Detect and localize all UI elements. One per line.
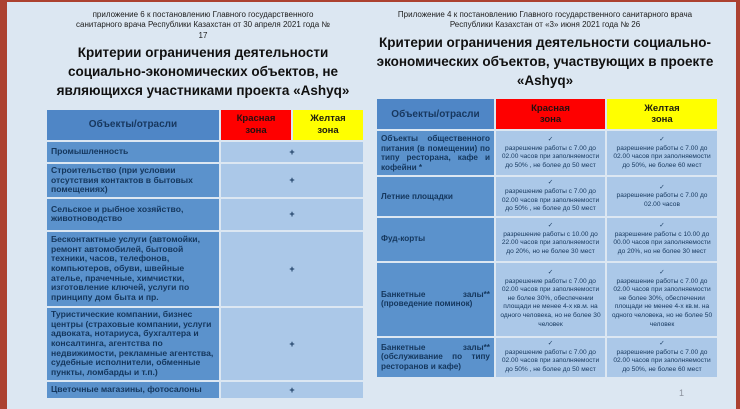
check-icon: ✓: [659, 269, 665, 277]
right-panel: [375, 8, 715, 400]
column-header-yellow-zone: Желтая зона: [607, 99, 717, 129]
yellow-zone-cell: ✓ разрешение работы с 10.00 до 00.00 часов при заполняемости до 20%, но не более 30 мест: [607, 218, 717, 261]
table-row: [47, 308, 363, 380]
row-label: Банкетные залы** (проведение поминок): [377, 263, 494, 336]
zone-value-cell: +: [221, 142, 363, 162]
zone-value-cell: +: [221, 308, 363, 380]
slide: [7, 2, 736, 400]
table-header-row: [377, 99, 717, 129]
table-row: [377, 338, 717, 377]
yellow-zone-cell: ✓ разрешение работы с 7.00 до 02.00 часов при заполняемости до 50%, не более 60 мест: [607, 131, 717, 175]
table-row: [47, 232, 363, 306]
check-icon: ✓: [547, 222, 554, 230]
table-row: [377, 263, 717, 336]
check-icon: ✓: [547, 269, 554, 277]
red-zone-cell: ✓ разрешение работы с 7.00 до 02.00 часов при заполняемости до 50% , не более до 50 мест: [496, 131, 605, 175]
row-label: Фуд-корты: [377, 218, 494, 261]
zone-value-cell: +: [221, 164, 363, 197]
table-row: [47, 382, 363, 398]
table-row: [377, 131, 717, 175]
check-icon: ✓: [659, 136, 665, 144]
row-label: Туристические компании, бизнес центры (страховые компании, услуги адвоката, нотариуса, бухгалтера и консалтинга, агентства по недвижимости, рекламные агентства, судебные исполнители, обменные пункты, ломбарды и т.п.): [47, 308, 219, 380]
check-icon: ✓: [547, 340, 554, 348]
yellow-zone-cell: ✓ разрешение работы с 7.00 до 02.00 часов при заполняемости не более 30%, обеспечении площади не менее 4-х кв.м. на одного человека, но не более 50 человек: [607, 263, 717, 336]
row-label: Промышленность: [47, 142, 219, 162]
column-header-red-zone: Красная зона: [221, 110, 291, 140]
column-header-yellow-zone: Желтая зона: [293, 110, 363, 140]
zone-value-cell: +: [221, 382, 363, 398]
right-criteria-table: [375, 97, 719, 378]
yellow-zone-cell: ✓ разрешение работы с 7.00 до 02.00 часов при заполняемости до 50%, не более 60 мест: [607, 338, 717, 377]
column-header-objects: Объекты/отрасли: [377, 99, 494, 129]
check-icon: ✓: [659, 340, 665, 348]
zone-value-cell: +: [221, 199, 363, 230]
table-row: [377, 218, 717, 261]
row-label: Бесконтактные услуги (автомойки, ремонт автомобилей, бытовой техники, часов, телефонов, компьютеров, обуви, швейные ателье, прачечные, химчистки, изготовление ключей, услуги по принципу дом быта и пр.: [47, 232, 219, 306]
table-row: [47, 142, 363, 162]
row-label: Объекты общественного питания (в помещении) по типу ресторана, кафе и кофейни *: [377, 131, 494, 175]
table-row: [377, 177, 717, 215]
red-zone-cell: ✓ разрешение работы с 7.00 до 02.00 часов при заполняемости не более 30%, обеспечении площади не менее 4-х кв.м. на одного человека, но не более 30 человек: [496, 263, 605, 336]
yellow-zone-cell: ✓ разрешение работы с 7.00 до 02.00 часов: [607, 177, 717, 215]
zone-value-cell: +: [221, 232, 363, 306]
column-header-red-zone: Красная зона: [496, 99, 605, 129]
red-zone-cell: ✓ разрешение работы с 10.00 до 22.00 часов при заполняемости до 20%, но не более 30 мест: [496, 218, 605, 261]
left-panel-title: Критерии ограничения деятельности социально-экономических объектов, не являющихся участниками проекта «Ashyq»: [56, 45, 350, 98]
right-panel-title: Критерии ограничения деятельности социально-экономических объектов, участвующих в проекте «Ashyq»: [376, 34, 714, 88]
page-number: 1: [678, 388, 684, 398]
table-row: [47, 199, 363, 230]
check-icon: ✓: [547, 179, 554, 187]
table-header-row: [47, 110, 363, 140]
table-row: [47, 164, 363, 197]
left-panel: [45, 8, 361, 400]
row-label: Строительство (при условии отсутствия контактов в бытовых помещениях): [47, 164, 219, 197]
right-legal-reference: Приложение 4 к постановлению Главного государственного санитарного врача Республики Казахстан от «3» июня 2021 года № 26: [397, 10, 693, 30]
red-zone-cell: ✓ разрешение работы с 7.00 до 02.00 часов при заполняемости до 50% , не более до 50 мест: [496, 177, 605, 215]
check-icon: ✓: [547, 136, 554, 144]
red-zone-cell: ✓ разрешение работы с 7.00 до 02.00 часов при заполняемости до 50% , не более до 50 мест: [496, 338, 605, 377]
left-criteria-table: [45, 108, 365, 400]
check-icon: ✓: [659, 183, 665, 191]
row-label: Сельское и рыбное хозяйство, животноводство: [47, 199, 219, 230]
row-label: Банкетные залы** (обслуживание по типу ресторанов и кафе): [377, 338, 494, 377]
row-label: Цветочные магазины, фотосалоны: [47, 382, 219, 398]
check-icon: ✓: [659, 222, 665, 230]
left-legal-reference: приложение 6 к постановлению Главного государственного санитарного врача Республики Казахстан от 30 апреля 2021 года № 17: [76, 10, 330, 40]
row-label: Летние площадки: [377, 177, 494, 215]
column-header-objects: Объекты/отрасли: [47, 110, 219, 140]
